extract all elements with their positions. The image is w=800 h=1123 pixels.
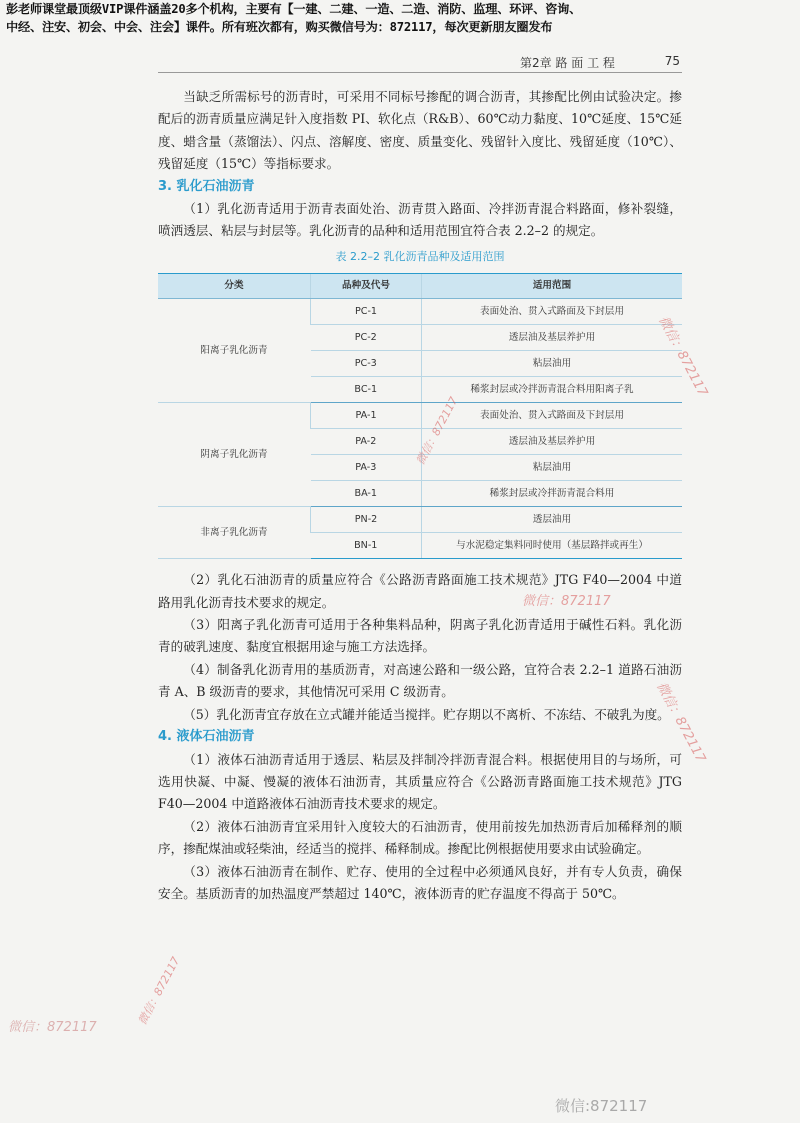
use-cell: 表面处治、贯入式路面及下封层用 <box>422 299 683 325</box>
table-header-row <box>158 273 682 298</box>
watermark: 微信:872117 <box>555 1097 648 1115</box>
emulsified-asphalt-table <box>158 273 682 559</box>
use-cell: 透层油及基层养护用 <box>422 429 683 455</box>
use-cell: 透层油及基层养护用 <box>422 325 683 351</box>
watermark: 微信：872117 <box>522 594 611 609</box>
paragraph-5: （4）制备乳化沥青用的基质沥青，对高速公路和一级公路，宜符合表 2.2–1 道路石油沥青 A、B 级沥青的要求，其他情况可采用 C 级沥青。 <box>158 661 682 700</box>
code-cell: PA-3 <box>311 455 422 481</box>
use-cell: 稀浆封层或冷拌沥青混合料用阳离子乳 <box>422 377 683 403</box>
promo-banner <box>6 0 796 36</box>
paragraph-3: （2）乳化石油沥青的质量应符合《公路沥青路面施工技术规范》JTG F40—2004 中道路用乳化沥青技术要求的规定。 <box>158 572 682 610</box>
code-cell: PN-2 <box>311 507 422 533</box>
use-cell: 稀浆封层或冷拌沥青混合料用 <box>422 481 683 507</box>
paragraph-8: （2）液体石油沥青宜采用针入度较大的石油沥青，使用前按先加热沥青后加稀释剂的顺序，掺配煤油或轻柴油，经适当的搅拌、稀释制成。掺配比例根据使用要求由试验确定。 <box>158 818 682 857</box>
paragraph-6: （5）乳化沥青宜存放在立式罐并能适当搅拌。贮存期以不离析、不冻结、不破乳为度。 <box>183 706 670 722</box>
header-use: 适用范围 <box>422 273 683 298</box>
use-cell: 粘层油用 <box>422 455 683 481</box>
use-cell: 透层油用 <box>422 507 683 533</box>
code-cell: BA-1 <box>311 481 422 507</box>
paragraph-9: （3）液体石油沥青在制作、贮存、使用的全过程中必须通风良好，并有专人负责，确保安全。基质沥青的加热温度严禁超过 140℃，液体沥青的贮存温度不得高于 50℃。 <box>158 863 682 901</box>
code-cell: PC-2 <box>311 325 422 351</box>
paragraph-2: （1）乳化沥青适用于沥青表面处治、沥青贯入路面、冷拌沥青混合料路面，修补裂缝，喷洒透层、粘层与封层等。乳化沥青的品种和适用范围宜符合表 2.2–2 的规定。 <box>158 201 682 239</box>
chapter-title: 第2章 路 面 工 程 <box>520 56 615 70</box>
table-row <box>158 299 682 325</box>
use-cell: 表面处治、贯入式路面及下封层用 <box>422 403 683 429</box>
use-cell: 与水泥稳定集料同时使用（基层路拌或再生） <box>422 533 683 559</box>
page-number: 75 <box>664 54 680 68</box>
paragraph-4: （3）阳离子乳化沥青可适用于各种集料品种，阴离子乳化沥青适用于碱性石料。乳化沥青的破乳速度、黏度宜根据用途与施工方法选择。 <box>158 617 682 655</box>
code-cell: BC-1 <box>311 377 422 403</box>
paragraph-1: 当缺乏所需标号的沥青时，可采用不同标号掺配的调合沥青，其掺配比例由试验决定。掺配后的沥青质量应满足针入度指数 PI、软化点（R&B）、60℃动力黏度、10℃延度、15℃延度、蜡含量（蒸馏法）、闪点、溶解度、密度、质量变化、残留针入度比、残留延度（10℃）、残留延度（15℃）等指标要求。 <box>158 89 682 172</box>
table-row <box>158 403 682 429</box>
table-caption: 表 2.2–2 乳化沥青品种及适用范围 <box>335 249 505 263</box>
code-cell: BN-1 <box>311 533 422 559</box>
paragraph-7: （1）液体石油沥青适用于透层、粘层及拌制冷拌沥青混合料。根据使用目的与场所，可选用快凝、中凝、慢凝的液体石油沥青，其质量应符合《公路沥青路面施工技术规范》JTG F40—2004 中道路液体石油沥青技术要求的规定。 <box>158 751 682 812</box>
header-rule <box>158 72 682 73</box>
code-cell: PA-2 <box>311 429 422 455</box>
code-cell: PC-1 <box>311 299 422 325</box>
category-cell: 阳离子乳化沥青 <box>158 299 311 403</box>
code-cell: PA-1 <box>311 403 422 429</box>
watermark: 微信：872117 <box>655 313 711 400</box>
use-cell: 粘层油用 <box>422 351 683 377</box>
header-category: 分类 <box>158 273 311 298</box>
code-cell: PC-3 <box>311 351 422 377</box>
category-cell: 阴离子乳化沥青 <box>158 403 311 507</box>
watermark: 微信：872117 <box>8 1020 97 1035</box>
category-cell: 非离子乳化沥青 <box>158 507 311 559</box>
promo-banner-line-1: 彭老师课堂最顶级VIP课件涵盖20多个机构，主要有【一建、二建、一造、二造、消防、监理、环评、咨询、 <box>6 2 582 16</box>
running-head <box>520 54 680 71</box>
watermark: 微信：872117 <box>413 394 461 468</box>
promo-banner-line-2: 中经、注安、初会、中会、注会】课件。所有班次都有，购买微信号为：872117，每次更新朋友圈发布 <box>6 20 553 34</box>
section-3-title: 3. 乳化石油沥青 <box>158 178 255 194</box>
header-code: 品种及代号 <box>311 273 422 298</box>
watermark: 微信：872117 <box>135 954 183 1028</box>
watermark: 微信：872117 <box>653 679 709 766</box>
table-row <box>158 507 682 533</box>
page-body <box>158 86 682 905</box>
section-4-title: 4. 液体石油沥青 <box>158 729 255 745</box>
